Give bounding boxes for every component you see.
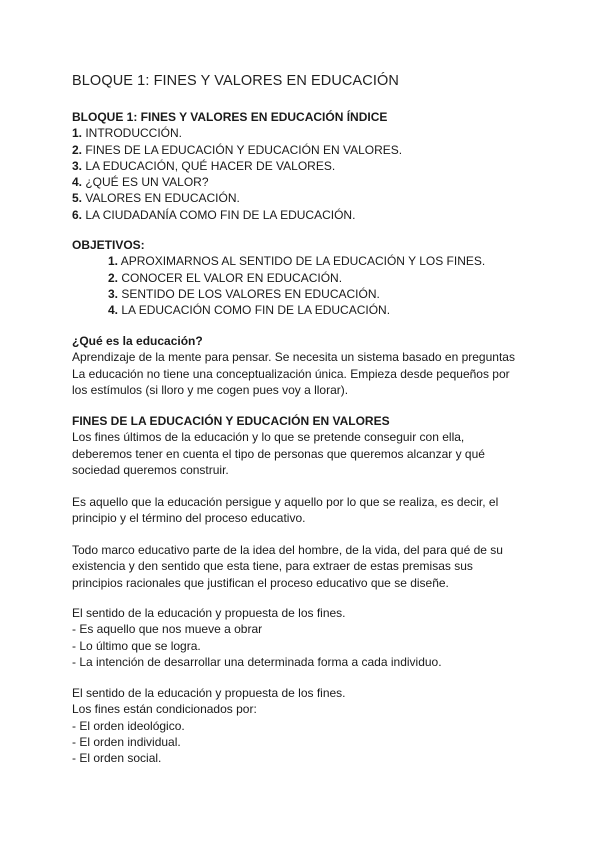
index-item xyxy=(72,158,532,174)
objective-item-number: 2. xyxy=(108,270,119,285)
index-item-number: 4. xyxy=(72,175,83,190)
fines-paragraph-2 xyxy=(72,494,532,527)
index-item-number: 1. xyxy=(72,126,83,141)
list-line: - Lo último que se logra. xyxy=(72,638,201,653)
objective-item xyxy=(72,302,532,318)
index-item-text: INTRODUCCIÓN. xyxy=(82,126,183,141)
list-line: - El orden social. xyxy=(72,751,162,766)
paragraph-line: los estímulos (si lloro y me cogen pues voy a llorar). xyxy=(72,382,349,397)
objective-item-text: CONOCER EL VALOR EN EDUCACIÓN. xyxy=(118,270,343,285)
index-item xyxy=(72,142,532,158)
objective-item-number: 3. xyxy=(108,286,119,301)
paragraph-line: El sentido de la educación y propuesta de los fines. xyxy=(72,606,346,620)
what-is-section xyxy=(72,333,532,398)
objective-item xyxy=(72,286,532,302)
paragraph-line: Es aquello que la educación persigue y aquello por lo que se realiza, es decir, el xyxy=(72,495,499,509)
fines-section xyxy=(72,413,532,478)
index-heading: BLOQUE 1: FINES Y VALORES EN EDUCACIÓN ÍNDICE xyxy=(72,110,388,124)
paragraph-line: deberemos tener en cuenta el tipo de personas que queremos alcanzar y qué xyxy=(72,446,485,461)
paragraph-line: principio y el término del proceso educativo. xyxy=(72,511,306,526)
fines-paragraph-3 xyxy=(72,542,532,591)
objective-item-text: APROXIMARNOS AL SENTIDO DE LA EDUCACIÓN Y LOS FINES. xyxy=(118,254,486,269)
paragraph-line: existencia y den sentido que esta tiene, para extraer de estas premisas sus xyxy=(72,559,473,574)
fines-heading: FINES DE LA EDUCACIÓN Y EDUCACIÓN EN VALORES xyxy=(72,414,390,428)
index-section xyxy=(72,109,532,223)
objective-item-text: SENTIDO DE LOS VALORES EN EDUCACIÓN. xyxy=(118,286,380,301)
objective-item-text: LA EDUCACIÓN COMO FIN DE LA EDUCACIÓN. xyxy=(118,303,391,318)
index-item-number: 6. xyxy=(72,207,83,222)
objective-item xyxy=(72,253,532,269)
objectives-section xyxy=(72,237,532,318)
document-title: BLOQUE 1: FINES Y VALORES EN EDUCACIÓN xyxy=(72,73,399,89)
index-item-text: LA EDUCACIÓN, QUÉ HACER DE VALORES. xyxy=(82,158,336,173)
index-item-text: VALORES EN EDUCACIÓN. xyxy=(82,191,240,206)
index-item-number: 2. xyxy=(72,142,83,157)
fines-paragraph-5 xyxy=(72,685,532,766)
list-line: - La intención de desarrollar una determinada forma a cada individuo. xyxy=(72,654,442,669)
index-item xyxy=(72,190,532,206)
list-line: - El orden ideológico. xyxy=(72,718,185,733)
list-line: - Es aquello que nos mueve a obrar xyxy=(72,622,263,637)
index-item xyxy=(72,125,532,141)
index-item-number: 5. xyxy=(72,191,83,206)
index-item-text: FINES DE LA EDUCACIÓN Y EDUCACIÓN EN VALORES. xyxy=(82,142,403,157)
index-item xyxy=(72,207,532,223)
paragraph-line: Los fines están condicionados por: xyxy=(72,702,257,717)
objective-item-number: 1. xyxy=(108,254,119,269)
paragraph-line: Los fines últimos de la educación y lo que se pretende conseguir con ella, xyxy=(72,430,465,445)
paragraph-line: sociedad queremos construir. xyxy=(72,462,229,477)
objective-item xyxy=(72,270,532,286)
fines-paragraph-4 xyxy=(72,605,532,670)
index-item-text: ¿QUÉ ES UN VALOR? xyxy=(82,175,209,190)
index-item-number: 3. xyxy=(72,158,83,173)
index-item xyxy=(72,174,532,190)
paragraph-line: La educación no tiene una conceptualización única. Empieza desde pequeños por xyxy=(72,366,510,381)
paragraph-line: El sentido de la educación y propuesta de los fines. xyxy=(72,686,346,700)
paragraph-line: Aprendizaje de la mente para pensar. Se necesita un sistema basado en preguntas xyxy=(72,350,515,365)
index-item-text: LA CIUDADANÍA COMO FIN DE LA EDUCACIÓN. xyxy=(82,207,356,222)
objective-item-number: 4. xyxy=(108,303,119,318)
paragraph-line: Todo marco educativo parte de la idea del hombre, de la vida, del para qué de su xyxy=(72,543,503,557)
list-line: - El orden individual. xyxy=(72,734,181,749)
what-is-heading: ¿Qué es la educación? xyxy=(72,334,203,348)
objectives-heading: OBJETIVOS: xyxy=(72,238,145,252)
paragraph-line: principios racionales que justifican el proceso educativo que se diseñe. xyxy=(72,575,449,590)
